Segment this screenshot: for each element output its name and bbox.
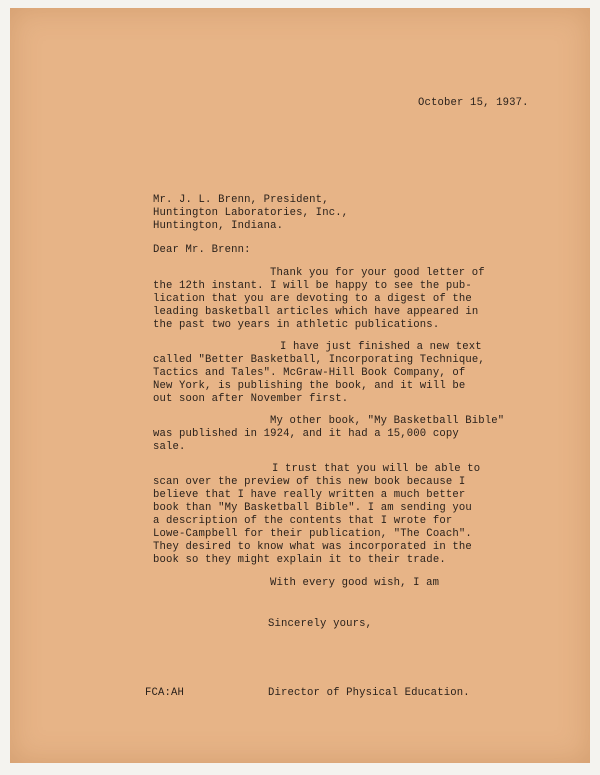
signature-title: Director of Physical Education. xyxy=(268,687,470,699)
address-line: Mr. J. L. Brenn, President, xyxy=(153,194,329,206)
paragraph-line: book than "My Basketball Bible". I am sending you xyxy=(153,502,472,514)
paragraph-line: sale. xyxy=(153,441,186,453)
paragraph-line: book so they might explain it to their trade. xyxy=(153,554,446,566)
letter-page xyxy=(10,8,590,763)
signoff: Sincerely yours, xyxy=(268,618,373,630)
address-line: Huntington Laboratories, Inc., xyxy=(153,207,349,219)
paragraph-line: Tactics and Tales". McGraw-Hill Book Company, of xyxy=(153,367,466,379)
paragraph-line: a description of the contents that I wrote for xyxy=(153,515,453,527)
paragraph-line: the past two years in athletic publications. xyxy=(153,319,440,331)
paragraph-line: scan over the preview of this new book because I xyxy=(153,476,466,488)
address-line: Huntington, Indiana. xyxy=(153,220,284,232)
paragraph-line: out soon after November first. xyxy=(153,393,349,405)
paragraph-line: believe that I have really written a much better xyxy=(153,489,466,501)
typist-initials: FCA:AH xyxy=(145,687,185,699)
paragraph-line: I have just finished a new text xyxy=(280,341,482,353)
paragraph-line: Thank you for your good letter of xyxy=(270,267,485,279)
letter-date: October 15, 1937. xyxy=(418,97,529,109)
paragraph-line: called "Better Basketball, Incorporating Technique, xyxy=(153,354,485,366)
paragraph-line: I trust that you will be able to xyxy=(272,463,481,475)
salutation: Dear Mr. Brenn: xyxy=(153,244,251,256)
closing-line: With every good wish, I am xyxy=(270,577,440,589)
paragraph-line: the 12th instant. I will be happy to see the pub- xyxy=(153,280,472,292)
paragraph-line: They desired to know what was incorporated in the xyxy=(153,541,472,553)
paragraph-line: lication that you are devoting to a digest of the xyxy=(153,293,472,305)
paragraph-line: My other book, "My Basketball Bible" xyxy=(270,415,505,427)
paragraph-line: was published in 1924, and it had a 15,000 copy xyxy=(153,428,459,440)
paragraph-line: leading basketball articles which have appeared in xyxy=(153,306,479,318)
paragraph-line: New York, is publishing the book, and it will be xyxy=(153,380,466,392)
paragraph-line: Lowe-Campbell for their publication, "The Coach". xyxy=(153,528,472,540)
